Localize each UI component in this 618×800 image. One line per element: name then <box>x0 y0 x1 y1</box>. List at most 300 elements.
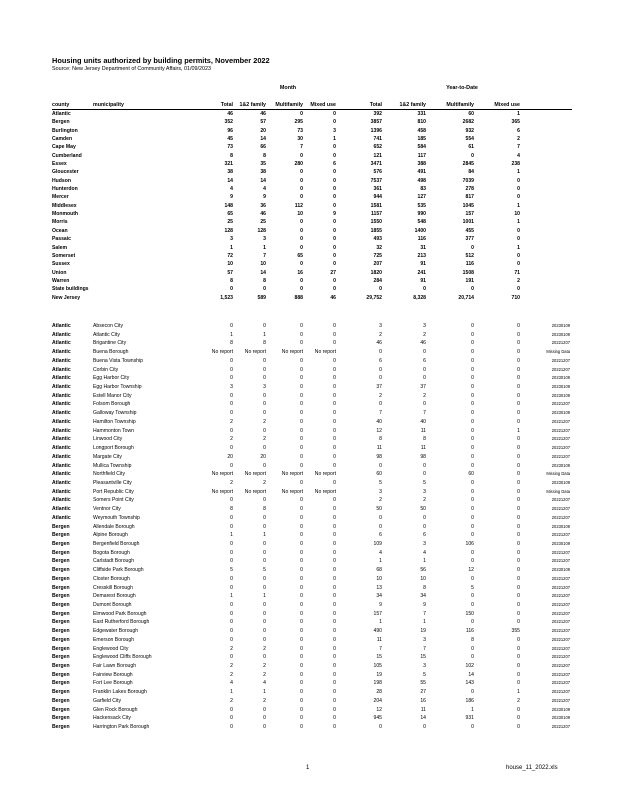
report-date: 20221207 <box>551 427 570 433</box>
month-total: 72 <box>227 252 233 259</box>
municipality-row <box>0 505 618 514</box>
county-name: Atlantic <box>52 427 71 434</box>
municipality-row <box>0 339 618 348</box>
municipality-row <box>0 653 618 662</box>
month-mixed: 1 <box>333 136 336 143</box>
month-total: 8 <box>230 340 233 347</box>
month-total: 0 <box>230 610 233 617</box>
month-multifamily: 0 <box>300 689 303 696</box>
month-mixed: 0 <box>333 152 336 159</box>
ytd-multifamily: 1 <box>471 706 474 713</box>
ytd-family12: 98 <box>420 453 426 460</box>
county-name: Atlantic <box>52 497 71 504</box>
municipality-name: Folsom Borough <box>93 401 131 408</box>
ytd-multifamily: 14 <box>468 671 474 678</box>
month-multifamily: 0 <box>300 549 303 556</box>
month-multifamily: 0 <box>300 715 303 722</box>
month-multifamily: 0 <box>300 523 303 530</box>
ytd-total: 1396 <box>370 127 382 134</box>
month-mixed: 0 <box>333 177 336 184</box>
column-header-mixed: Mixed use <box>310 102 336 108</box>
ytd-family12: 10 <box>420 575 426 582</box>
month-multifamily: 0 <box>300 610 303 617</box>
month-mixed: 0 <box>333 549 336 556</box>
month-family12: No report <box>244 471 266 478</box>
ytd-mixed: 1 <box>517 689 520 696</box>
ytd-multifamily: 0 <box>471 392 474 399</box>
ytd-total: 2 <box>379 331 382 338</box>
report-date: 20221207 <box>551 436 570 442</box>
ytd-multifamily: 60 <box>468 471 474 478</box>
month-family12: 0 <box>263 375 266 382</box>
ytd-mixed: 0 <box>517 602 520 608</box>
ytd-total: 392 <box>373 111 382 117</box>
month-multifamily: 65 <box>297 252 303 259</box>
ytd-family12: 117 <box>417 152 426 159</box>
ytd-mixed: 0 <box>517 261 520 268</box>
municipality-name: Dumont Borough <box>93 602 132 608</box>
ytd-mixed: 0 <box>517 366 520 373</box>
month-total: 0 <box>230 514 233 521</box>
ytd-total: 32 <box>376 244 382 251</box>
ytd-total: 1581 <box>370 202 382 209</box>
ytd-family12: 11 <box>420 427 426 434</box>
ytd-mixed: 710 <box>511 294 520 301</box>
report-date: 20230109 <box>551 540 570 546</box>
month-total: 3 <box>230 236 233 243</box>
municipality-row <box>0 418 618 427</box>
ytd-mixed: 0 <box>517 514 520 521</box>
county-row <box>0 294 618 302</box>
ytd-total: 11 <box>376 445 382 452</box>
ytd-mixed: 238 <box>511 161 520 168</box>
county-name: Mercer <box>52 194 69 201</box>
month-mixed: 0 <box>333 261 336 268</box>
county-name: Sussex <box>52 261 70 268</box>
month-family12: 2 <box>263 697 266 704</box>
county-name: Bergen <box>52 610 70 617</box>
month-mixed: 0 <box>333 244 336 251</box>
ytd-family12: 0 <box>423 462 426 469</box>
ytd-family12: 5 <box>423 671 426 678</box>
ytd-multifamily: 7039 <box>462 177 474 184</box>
month-family12: 8 <box>263 152 266 159</box>
ytd-family12: 56 <box>420 567 426 574</box>
report-date: 20221207 <box>551 689 570 695</box>
municipality-name: Fair Lawn Borough <box>93 663 137 670</box>
ytd-total: 493 <box>373 236 382 243</box>
ytd-mixed: 0 <box>517 532 520 539</box>
ytd-mixed: 0 <box>517 593 520 600</box>
municipality-row <box>0 531 618 540</box>
ytd-multifamily: 0 <box>471 384 474 391</box>
county-row <box>0 244 618 252</box>
month-family12: 0 <box>263 357 266 364</box>
month-family12: 0 <box>263 628 266 635</box>
month-family12: 2 <box>263 418 266 425</box>
ytd-family12: 6 <box>423 532 426 539</box>
county-row <box>0 110 618 118</box>
municipality-row <box>0 592 618 601</box>
ytd-multifamily: 0 <box>471 558 474 565</box>
ytd-total: 1 <box>379 558 382 565</box>
month-multifamily: 0 <box>300 645 303 652</box>
county-name: Bergen <box>52 654 70 661</box>
ytd-multifamily: 0 <box>471 445 474 452</box>
month-family12: 0 <box>263 575 266 582</box>
county-name: Atlantic <box>52 340 71 347</box>
ytd-total: 576 <box>373 169 382 176</box>
municipality-row <box>0 479 618 488</box>
ytd-family12: 5 <box>423 479 426 486</box>
footer-filename: house_11_2022.xls <box>506 765 558 771</box>
county-name: Atlantic <box>52 111 71 117</box>
municipality-name: Edgewater Borough <box>93 628 139 635</box>
report-date: 20221207 <box>551 636 570 642</box>
month-mixed: 0 <box>333 427 336 434</box>
ytd-mixed: 0 <box>517 436 520 443</box>
report-date: 20230109 <box>551 384 570 390</box>
month-mixed: 0 <box>333 724 336 731</box>
ytd-multifamily: 106 <box>465 540 474 547</box>
month-mixed: 0 <box>333 540 336 547</box>
report-date: 20230109 <box>551 567 570 573</box>
municipality-name: Allendale Borough <box>93 523 135 530</box>
ytd-total: 46 <box>376 340 382 347</box>
report-date: 20221207 <box>551 532 570 538</box>
municipality-row <box>0 392 618 401</box>
ytd-total: 6 <box>379 357 382 364</box>
ytd-mixed: 0 <box>517 236 520 243</box>
month-total: 321 <box>224 161 233 168</box>
ytd-multifamily: 0 <box>471 418 474 425</box>
county-name: Bergen <box>52 680 70 687</box>
ytd-total: 4 <box>379 549 382 556</box>
month-total: 0 <box>230 445 233 452</box>
report-date: 20230109 <box>551 392 570 398</box>
report-date: 20221207 <box>551 645 570 651</box>
month-total: 9 <box>230 194 233 201</box>
month-family12: 0 <box>263 706 266 713</box>
county-name: Cumberland <box>52 152 82 159</box>
municipality-row <box>0 331 618 340</box>
county-name: Atlantic <box>52 331 71 338</box>
report-date: 20230109 <box>551 523 570 529</box>
municipality-row <box>0 374 618 383</box>
month-multifamily: 0 <box>300 261 303 268</box>
month-family12: 2 <box>263 671 266 678</box>
ytd-total: 1550 <box>370 219 382 226</box>
ytd-family12: 1 <box>423 619 426 626</box>
ytd-total: 50 <box>376 506 382 513</box>
ytd-mixed: 0 <box>517 462 520 469</box>
municipality-row <box>0 348 618 357</box>
month-total: 0 <box>230 323 233 329</box>
county-name: Gloucester <box>52 169 79 176</box>
month-mixed: 0 <box>333 671 336 678</box>
month-multifamily: 0 <box>300 357 303 364</box>
ytd-total: 0 <box>379 286 382 293</box>
month-mixed: 0 <box>333 567 336 574</box>
ytd-total: 3471 <box>370 161 382 168</box>
ytd-total: 0 <box>379 724 382 731</box>
municipality-row <box>0 584 618 593</box>
ytd-mixed: 0 <box>517 453 520 460</box>
ytd-family12: 15 <box>420 654 426 661</box>
month-mixed: 0 <box>333 514 336 521</box>
month-mixed: 0 <box>333 628 336 635</box>
ytd-family12: 8 <box>423 436 426 443</box>
column-header-municipality: municipality <box>93 102 124 108</box>
ytd-mixed: 0 <box>517 384 520 391</box>
month-multifamily: 0 <box>300 227 303 234</box>
municipality-row <box>0 409 618 418</box>
ytd-family12: 0 <box>423 724 426 731</box>
month-multifamily: 0 <box>300 558 303 565</box>
month-multifamily: 0 <box>300 384 303 391</box>
ytd-total: 34 <box>376 593 382 600</box>
municipality-name: Egg Harbor Township <box>93 384 142 391</box>
ytd-family12: 50 <box>420 506 426 513</box>
month-family12: 57 <box>260 119 266 126</box>
county-name: Bergen <box>52 602 70 608</box>
municipality-name: Buena Borough <box>93 349 129 356</box>
month-family12: 36 <box>260 202 266 209</box>
ytd-family12: 0 <box>423 366 426 373</box>
month-multifamily: 0 <box>300 366 303 373</box>
month-total: 45 <box>227 136 233 143</box>
month-total: 0 <box>230 654 233 661</box>
county-name: Atlantic <box>52 514 71 521</box>
ytd-mixed: 2 <box>517 136 520 143</box>
month-multifamily: 0 <box>300 584 303 591</box>
ytd-family12: 584 <box>417 144 426 151</box>
ytd-mixed: 0 <box>517 227 520 234</box>
ytd-multifamily: 1508 <box>462 269 474 276</box>
month-family12: 0 <box>263 610 266 617</box>
ytd-total: 1855 <box>370 227 382 234</box>
month-total: 2 <box>230 663 233 670</box>
month-mixed: 0 <box>333 497 336 504</box>
month-family12: 4 <box>263 186 266 193</box>
report-date: 20221207 <box>551 663 570 669</box>
county-name: Bergen <box>52 671 70 678</box>
ytd-multifamily: 0 <box>471 575 474 582</box>
ytd-total: 68 <box>376 567 382 574</box>
municipality-row <box>0 470 618 479</box>
month-mixed: 0 <box>333 384 336 391</box>
county-name: Atlantic <box>52 410 71 417</box>
month-family12: 4 <box>263 680 266 687</box>
month-multifamily: 16 <box>297 269 303 276</box>
month-multifamily: 0 <box>300 375 303 382</box>
report-date: 20221207 <box>551 575 570 581</box>
month-total: 352 <box>224 119 233 126</box>
municipality-row <box>0 322 618 331</box>
ytd-total: 652 <box>373 144 382 151</box>
month-total: 57 <box>227 269 233 276</box>
county-name: Bergen <box>52 549 70 556</box>
ytd-family12: 3 <box>423 323 426 329</box>
month-family12: 14 <box>260 269 266 276</box>
ytd-total: 3857 <box>370 119 382 126</box>
report-date: 20221207 <box>551 357 570 363</box>
month-mixed: 0 <box>333 286 336 293</box>
month-total: 1 <box>230 532 233 539</box>
ytd-mixed: 0 <box>517 540 520 547</box>
ytd-family12: 55 <box>420 680 426 687</box>
county-name: Atlantic <box>52 506 71 513</box>
month-multifamily: 0 <box>300 236 303 243</box>
month-family12: 0 <box>263 497 266 504</box>
month-family12: 10 <box>260 261 266 268</box>
county-name: Cape May <box>52 144 76 151</box>
month-family12: 35 <box>260 161 266 168</box>
county-name: Atlantic <box>52 366 71 373</box>
municipality-row <box>0 601 618 610</box>
report-date: 20230109 <box>551 331 570 337</box>
ytd-family12: 548 <box>417 219 426 226</box>
month-multifamily: 0 <box>300 497 303 504</box>
county-name: Atlantic <box>52 453 71 460</box>
month-total: 0 <box>230 540 233 547</box>
month-family12: 0 <box>263 401 266 408</box>
ytd-family12: 3 <box>423 540 426 547</box>
ytd-multifamily: 0 <box>471 523 474 530</box>
month-total: 0 <box>230 706 233 713</box>
ytd-mixed: 0 <box>517 610 520 617</box>
month-total: 128 <box>224 227 233 234</box>
ytd-mixed: 71 <box>514 269 520 276</box>
month-total: 0 <box>230 715 233 722</box>
report-date: Missing Data <box>546 349 570 355</box>
ytd-multifamily: 1045 <box>462 202 474 209</box>
month-multifamily: 0 <box>300 392 303 399</box>
ytd-total: 37 <box>376 384 382 391</box>
month-multifamily: 0 <box>300 169 303 176</box>
ytd-family12: 34 <box>420 593 426 600</box>
month-mixed: 0 <box>333 697 336 704</box>
ytd-mixed: 0 <box>517 375 520 382</box>
month-multifamily: 0 <box>300 540 303 547</box>
month-mixed: 0 <box>333 453 336 460</box>
month-family12: 2 <box>263 479 266 486</box>
municipality-row <box>0 671 618 680</box>
ytd-family12: 2 <box>423 497 426 504</box>
month-multifamily: 0 <box>300 186 303 193</box>
month-mixed: 0 <box>333 706 336 713</box>
month-multifamily: 0 <box>300 323 303 329</box>
ytd-mixed: 0 <box>517 479 520 486</box>
month-family12: 0 <box>263 323 266 329</box>
month-multifamily: 0 <box>300 575 303 582</box>
ytd-multifamily: 554 <box>465 136 474 143</box>
county-name: Camden <box>52 136 73 143</box>
county-row <box>0 185 618 193</box>
ytd-family12: 185 <box>417 136 426 143</box>
county-name: Bergen <box>52 645 70 652</box>
report-date: 20221207 <box>551 401 570 407</box>
ytd-total: 3 <box>379 323 382 329</box>
ytd-family12: 0 <box>423 401 426 408</box>
ytd-mixed: 0 <box>517 357 520 364</box>
ytd-multifamily: 0 <box>471 340 474 347</box>
ytd-multifamily: 0 <box>471 506 474 513</box>
month-mixed: 0 <box>333 715 336 722</box>
ytd-mixed: 0 <box>517 575 520 582</box>
municipality-table <box>0 322 618 732</box>
report-date: 20221207 <box>551 445 570 451</box>
month-total: 0 <box>230 357 233 364</box>
column-header-ytd-multifamily: Multifamily <box>446 102 474 108</box>
ytd-family12: 1400 <box>414 227 426 234</box>
month-multifamily: 0 <box>300 654 303 661</box>
month-mixed: 0 <box>333 169 336 176</box>
month-total: 2 <box>230 671 233 678</box>
month-total: 0 <box>230 401 233 408</box>
county-summary-table <box>0 110 618 302</box>
month-family12: 589 <box>257 294 266 301</box>
report-date: 20230109 <box>551 706 570 712</box>
month-total: 1 <box>230 331 233 338</box>
ytd-family12: 31 <box>420 244 426 251</box>
month-mixed: 0 <box>333 610 336 617</box>
month-total: 0 <box>230 286 233 293</box>
month-mixed: 6 <box>333 161 336 168</box>
ytd-total: 945 <box>373 715 382 722</box>
month-multifamily: 0 <box>300 418 303 425</box>
ytd-family12: 241 <box>417 269 426 276</box>
ytd-multifamily: 1001 <box>462 219 474 226</box>
month-multifamily: 0 <box>300 619 303 626</box>
month-total: 0 <box>230 366 233 373</box>
county-name: Atlantic <box>52 392 71 399</box>
report-date: 20230109 <box>551 479 570 485</box>
ytd-family12: 3 <box>423 663 426 670</box>
municipality-name: Margate City <box>93 453 122 460</box>
county-name: Atlantic <box>52 401 71 408</box>
month-multifamily: 0 <box>300 331 303 338</box>
ytd-multifamily: 0 <box>471 349 474 356</box>
ytd-total: 3 <box>379 488 382 495</box>
county-name: Burlington <box>52 127 78 134</box>
ytd-total: 0 <box>379 514 382 521</box>
report-date: 20221207 <box>551 514 570 520</box>
county-row <box>0 143 618 151</box>
month-total: 8 <box>230 152 233 159</box>
ytd-multifamily: 191 <box>465 277 474 284</box>
county-name: Bergen <box>52 558 70 565</box>
month-multifamily: 0 <box>300 479 303 486</box>
month-multifamily: 0 <box>300 680 303 687</box>
ytd-total: 0 <box>379 523 382 530</box>
month-family12: No report <box>244 349 266 356</box>
county-name: Warren <box>52 277 70 284</box>
ytd-multifamily: 8 <box>471 636 474 643</box>
column-header-total: Total <box>220 102 233 108</box>
month-total: 0 <box>230 628 233 635</box>
month-multifamily: 0 <box>300 194 303 201</box>
month-family12: 38 <box>260 169 266 176</box>
ytd-total: 60 <box>376 471 382 478</box>
municipality-name: Englewood Cliffs Borough <box>93 654 152 661</box>
ytd-family12: 0 <box>423 349 426 356</box>
month-multifamily: 30 <box>297 136 303 143</box>
ytd-total: 0 <box>379 401 382 408</box>
ytd-family12: 14 <box>420 715 426 722</box>
report-date: 20221207 <box>551 654 570 660</box>
ytd-total: 0 <box>379 375 382 382</box>
